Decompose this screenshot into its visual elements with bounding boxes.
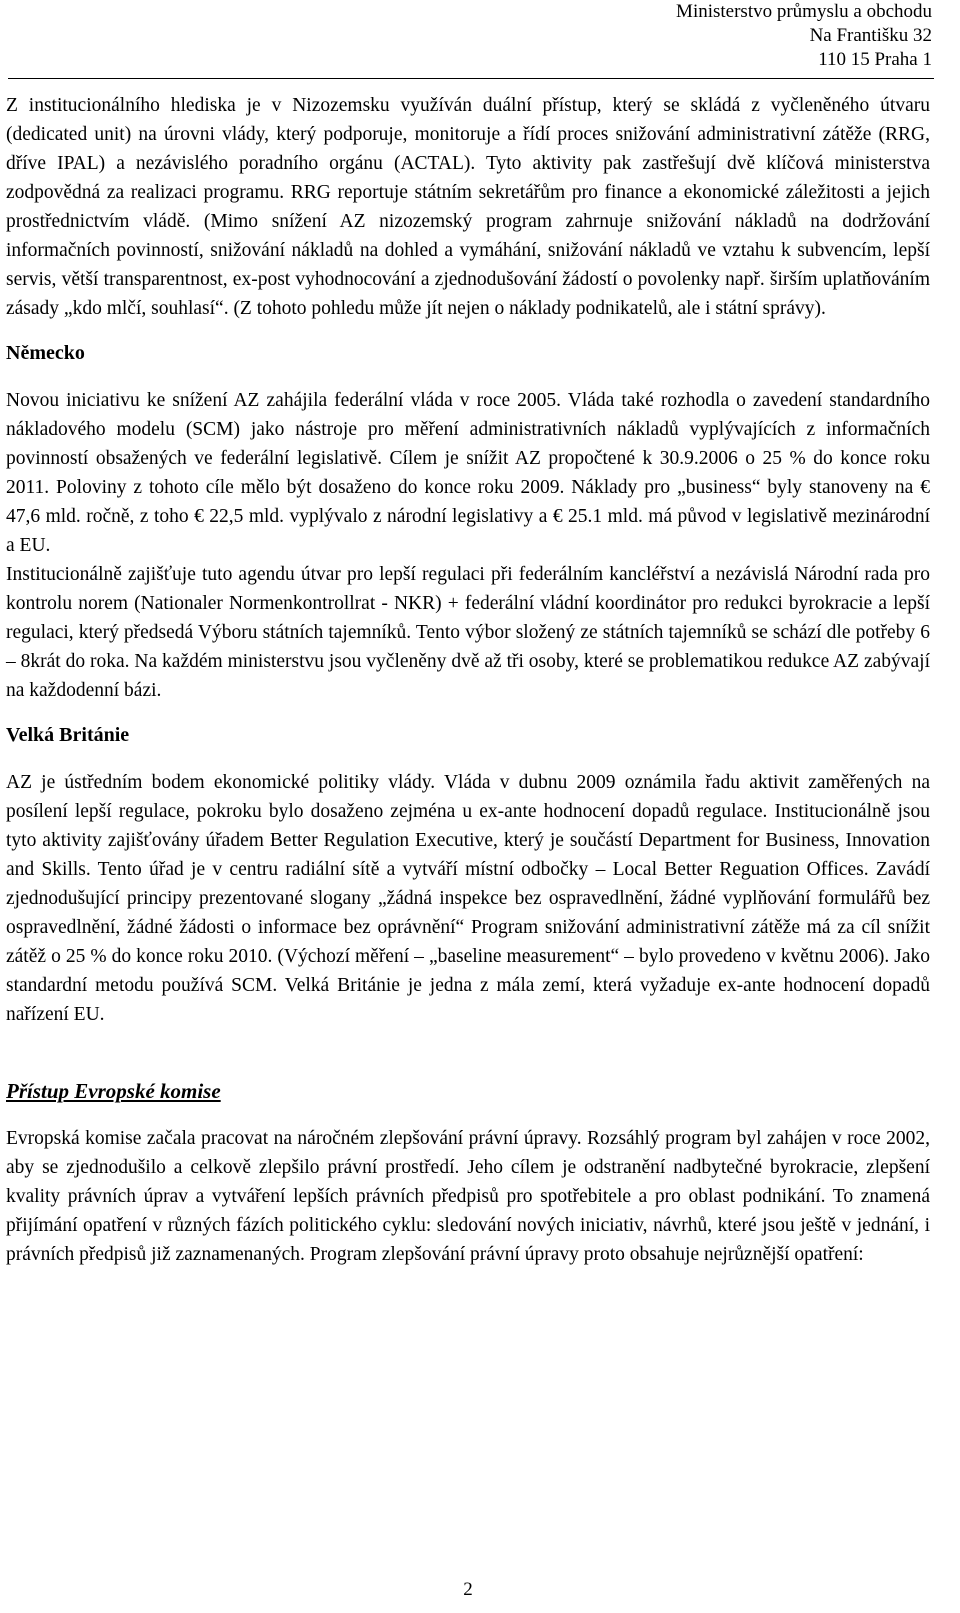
eu-paragraph: Evropská komise začala pracovat na náročném zlepšování právní úpravy. Rozsáhlý program byl zahájen v roce 2002, aby se zjednodušilo a celkově zlepšilo právní prostředí. Jeho cílem je odstranění nadbytečné byrokracie, zlepšení kvality právních úprav a vytváření lepších právních předpisů pro spotřebitele a pro oblast podnikání. To znamená přijímání opatření v různých fázích politického cyklu: sledování nových iniciativ, návrhů, které jsou ještě v jednání, i právních předpisů již zaznamenaných. Program zlepšování právní úpravy proto obsahuje nejrůznější opatření: xyxy=(6,1128,930,1265)
header-divider xyxy=(8,78,934,79)
uk-paragraph: AZ je ústředním bodem ekonomické politiky vlády. Vláda v dubnu 2009 oznámila řadu aktivit zaměřených na posílení lepší regulace, pokroku bylo dosaženo zejména u ex-ante hodnocení dopadů regulace. Institucionálně jsou tyto aktivity zajišťovány úřadem Better Regulation Executive, který je součástí Department for Business, Innovation and Skills. Tento úřad je v centru radiální sítě a vytváří místní odbočky – Local Better Reguation Offices. Zavádí zjednodušující principy prezentované slogany „žádná inspekce bez ospravedlnění, žádné vyplňování formulářů bez ospravedlnění, žádné žádosti o informace bez oprávnění“ Program snižování administrativní zátěže má za cíl snížit zátěž o 25 % do konce roku 2010. (Výchozí měření – „baseline measurement“ – bylo provedeno v květnu 2006). Jako standardní metodu používá SCM. Velká Británie je jedna z mála zemí, která vyžaduje ex-ante hodnocení dopadů nařízení EU. xyxy=(6,772,930,1025)
section-heading-eu: Přístup Evropské komise xyxy=(6,1079,221,1103)
spacer xyxy=(6,1106,930,1124)
document-body xyxy=(6,91,930,1269)
letterhead-city: 110 15 Praha 1 xyxy=(818,49,932,70)
germany-paragraph-2: Institucionálně zajišťuje tuto agendu útvar pro lepší regulaci při federálním kancléřství a nezávislá Národní rada pro kontrolu norem (Nationaler Normenkontrollrat - NKR) + federální vládní koordinátor pro redukci byrokracie a lepší regulaci, který předsedá Výboru státních tajemníků. Tento výbor složený ze státních tajemníků se schází dle potřeby 6 – 8krát do roka. Na každém ministerstvu jsou vyčleněny dvě až tři osoby, které se problematikou redukce AZ zabývají na každodenní bázi. xyxy=(6,564,930,701)
section-heading-uk: Velká Británie xyxy=(6,724,130,746)
spacer xyxy=(6,705,930,721)
section-heading-germany: Německo xyxy=(6,342,85,364)
spacer xyxy=(6,323,930,339)
letterhead-street: Na Františku 32 xyxy=(809,25,932,46)
spacer xyxy=(6,368,930,386)
spacer xyxy=(6,1029,930,1077)
spacer xyxy=(6,750,930,768)
letterhead xyxy=(676,0,932,72)
germany-paragraph-1: Novou iniciativu ke snížení AZ zahájila federální vláda v roce 2005. Vláda také rozhodla o zavedení standardního nákladového modelu (SCM) jako nástroje pro měření administrativních nákladů vyplývajících z informačních povinností obsažených ve federální legislativě. Cílem je snížit AZ propočtené k 30.9.2006 o 25 % do konce roku 2011. Poloviny z tohoto cíle mělo být dosaženo do konce roku 2009. Náklady pro „business“ byly stanoveny na € 47,6 mld. ročně, z toho € 22,5 mld. vyplývalo z národní legislativy a € 25.1 mld. má původ v legislativě mezinárodní a EU. xyxy=(6,390,930,556)
letterhead-organization: Ministerstvo průmyslu a obchodu xyxy=(676,1,932,22)
page-number: 2 xyxy=(463,1579,473,1600)
netherlands-paragraph: Z institucionálního hlediska je v Nizozemsku využíván duální přístup, který se skládá z vyčleněného útvaru (dedicated unit) na úrovni vlády, který podporuje, monitoruje a řídí proces snižování administrativní zátěže (RRG, dříve IPAL) a nezávislého poradního orgánu (ACTAL). Tyto aktivity pak zastřešují dvě klíčová ministerstva zodpovědná za realizaci programu. RRG reportuje státním sekretářům pro finance a ekonomické záležitosti a jejich prostřednictvím vládě. (Mimo snížení AZ nizozemský program zahrnuje snižování nákladů na dodržování informačních povinností, snižování nákladů na dohled a vymáhání, snižování nákladů ve vztahu k subvencím, lepší servis, větší transparentnost, ex-post vyhodnocování a zjednodušování žádostí o povolenky např. širším uplatňováním zásady „kdo mlčí, souhlasí“. (Z tohoto pohledu může jít nejen o náklady podnikatelů, ale i státní správy). xyxy=(6,95,930,319)
